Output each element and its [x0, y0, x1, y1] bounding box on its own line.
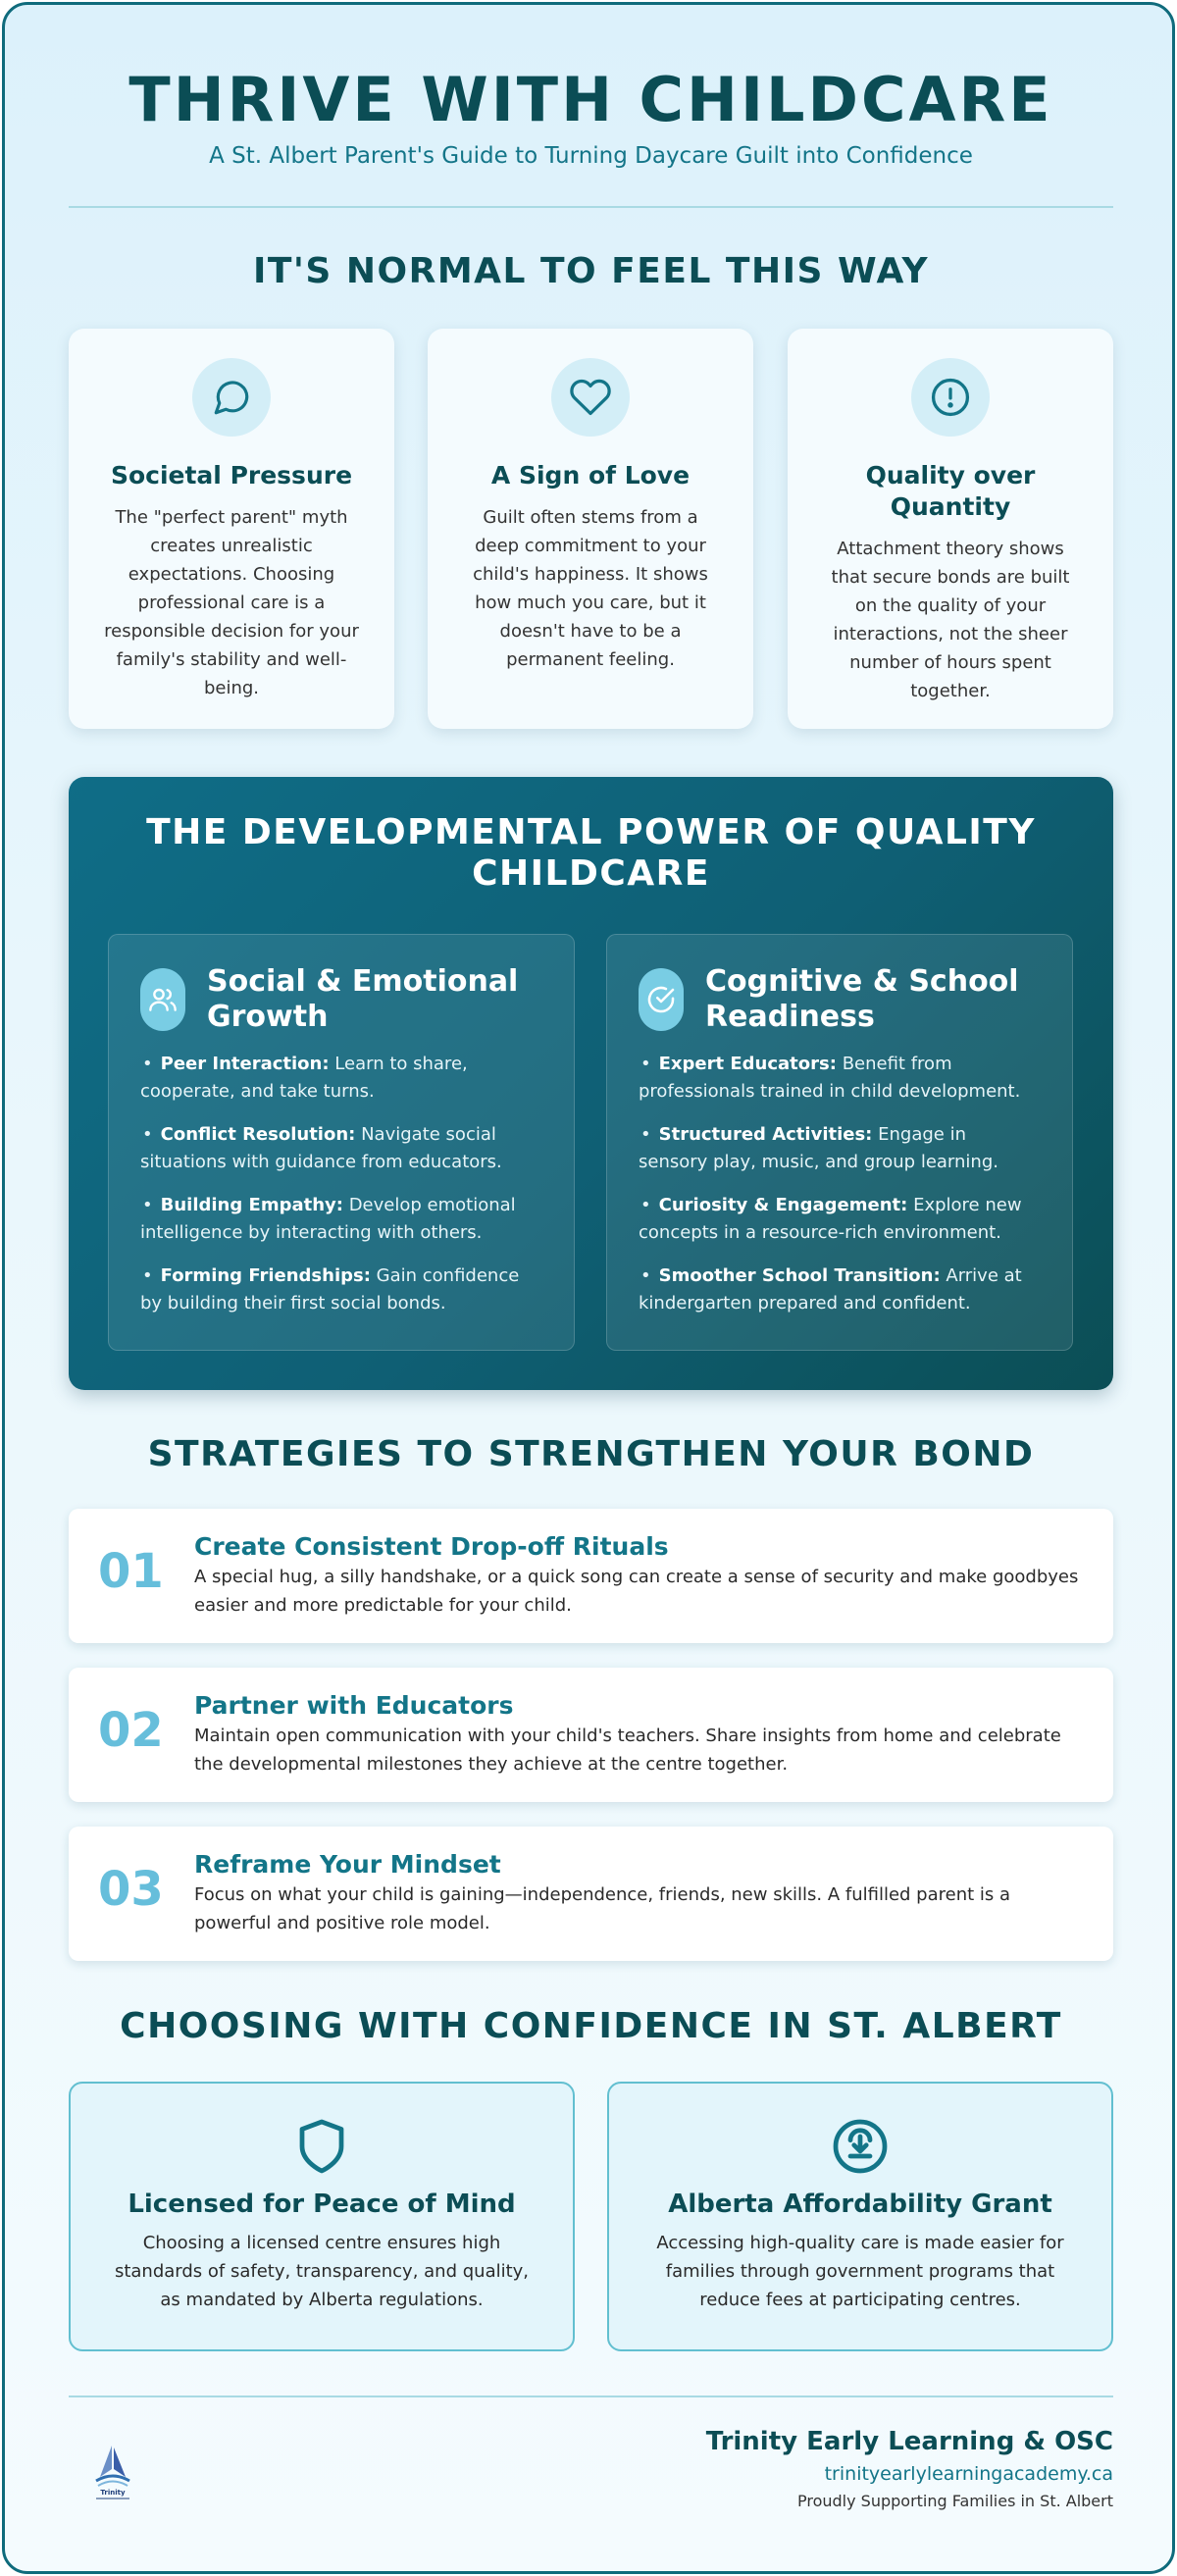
list-item: • Conflict Resolution: Navigate social situations with guidance from educators. [140, 1124, 502, 1172]
list-item: • Structured Activities: Engage in sensory play, music, and group learning. [639, 1124, 998, 1172]
heart-icon [551, 358, 630, 437]
list-item: • Building Empathy: Develop emotional intelligence by interacting with others. [140, 1195, 516, 1243]
list-item: • Curiosity & Engagement: Explore new concepts in a resource-rich environment. [639, 1195, 1022, 1243]
development-panel-title: Cognitive & School Readiness [705, 964, 1019, 1034]
speech-bubble-icon [192, 358, 271, 437]
organization-name: Trinity Early Learning & OSC [705, 2427, 1113, 2456]
strategy-number: 03 [98, 1862, 164, 1917]
choosing-card-text: Accessing high-quality care is made easier for families through government programs that reduce fees at participating centres. [656, 2233, 1064, 2310]
logo [78, 2438, 147, 2506]
choosing-card [607, 2082, 1113, 2351]
strategies-heading: STRATEGIES TO STRENGTHEN YOUR BOND [147, 1434, 1035, 1474]
divider [69, 206, 1113, 208]
feel-card-text: The "perfect parent" myth creates unrealistic expectations. Choosing professional care is a responsible decision for your family's stability and well-being. [104, 507, 359, 698]
development-panel-cognitive [606, 934, 1073, 1351]
choosing-card-text: Choosing a licensed centre ensures high standards of safety, transparency, and quality, as mandated by Alberta regulations. [114, 2233, 530, 2310]
list-item: • Peer Interaction: Learn to share, cooperate, and take turns. [140, 1054, 468, 1102]
development-list [639, 1051, 1041, 1317]
development-panel-title: Social & Emotional Growth [207, 964, 519, 1034]
feel-card-title: A Sign of Love [490, 461, 691, 489]
choosing-heading: CHOOSING WITH CONFIDENCE IN ST. ALBERT [120, 2006, 1062, 2046]
footer-divider [69, 2396, 1113, 2397]
feel-card-text: Guilt often stems from a deep commitment to your child's happiness. It shows how much you care, but it doesn't have to be a permanent feeling. [473, 507, 708, 670]
svg-text:Trinity: Trinity [100, 2489, 126, 2497]
website-link[interactable]: trinityearlylearningacademy.ca [824, 2463, 1113, 2485]
feel-card [428, 329, 753, 729]
strategy-card [69, 1509, 1113, 1643]
footer-tagline: Proudly Supporting Families in St. Albert [797, 2492, 1113, 2510]
choosing-card-title: Alberta Affordability Grant [668, 2190, 1052, 2219]
alert-circle-icon [911, 358, 990, 437]
development-panel-social [108, 934, 575, 1351]
development-section [69, 777, 1113, 1390]
feel-card-title: Quality over Quantity [865, 461, 1036, 521]
strategy-card [69, 1827, 1113, 1961]
strategy-number: 02 [98, 1703, 164, 1758]
feel-card [788, 329, 1113, 729]
feel-card-text: Attachment theory shows that secure bonds are built on the quality of your interactions, not the sheer number of hours spent together. [831, 539, 1070, 701]
strategy-title: Create Consistent Drop-off Rituals [194, 1532, 669, 1561]
strategy-number: 01 [98, 1544, 164, 1599]
grant-icon [831, 2117, 890, 2176]
shield-icon [292, 2117, 351, 2176]
strategy-text: A special hug, a silly handshake, or a quick song can create a sense of security and make goodbyes easier and more predictable for your child. [194, 1567, 1079, 1616]
strategy-title: Partner with Educators [194, 1691, 514, 1720]
strategy-text: Focus on what your child is gaining—independence, friends, new skills. A fulfilled parent is a powerful and positive role model. [194, 1884, 1011, 1933]
users-icon [140, 968, 185, 1031]
infographic [2, 2, 1175, 2574]
list-item: • Forming Friendships: Gain confidence by building their first social bonds. [140, 1265, 520, 1314]
strategy-text: Maintain open communication with your child's teachers. Share insights from home and celebrate the developmental milestones they achieve at the centre together. [194, 1726, 1061, 1775]
feel-card-title: Societal Pressure [110, 461, 353, 489]
choosing-card [69, 2082, 575, 2351]
page-subtitle: A St. Albert Parent's Guide to Turning Daycare Guilt into Confidence [209, 143, 973, 169]
development-heading: THE DEVELOPMENTAL POWER OF QUALITY CHILDCARE [146, 812, 1036, 894]
feel-heading: IT'S NORMAL TO FEEL THIS WAY [252, 251, 930, 291]
choosing-card-title: Licensed for Peace of Mind [128, 2190, 516, 2219]
list-item: • Smoother School Transition: Arrive at kindergarten prepared and confident. [639, 1265, 1022, 1314]
strategy-card [69, 1668, 1113, 1802]
page-title: THRIVE WITH CHILDCARE [128, 64, 1053, 135]
list-item: • Expert Educators: Benefit from professionals trained in child development. [639, 1054, 1021, 1102]
development-list [140, 1051, 542, 1317]
strategy-title: Reframe Your Mindset [194, 1850, 501, 1879]
check-circle-icon [639, 968, 684, 1031]
feel-card [69, 329, 394, 729]
